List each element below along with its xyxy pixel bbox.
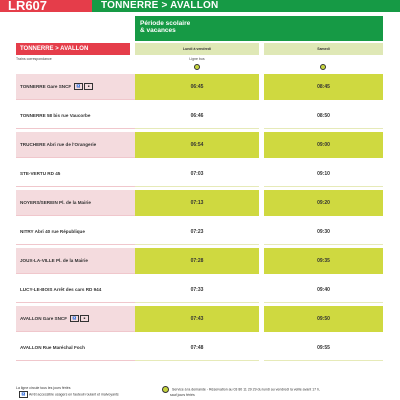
period-box [135,16,383,41]
stop-name: JOUX-LA-VILLE Pl. de la Mairie [16,248,135,274]
weekday-time: 06:45 [135,74,259,100]
footer-note-holidays-2: sauf jours fériés [170,393,195,397]
saturday-time: 09:20 [264,190,383,216]
timetable-row [16,306,383,332]
timetable-row [16,132,383,158]
saturday-time: 09:50 [264,306,383,332]
stop-name: TONNERRE 58 bis rue Vaucorbe [16,103,135,129]
weekday-time: 07:33 [135,277,259,303]
weekday-time: 06:46 [135,103,259,129]
weekday-time: 07:23 [135,219,259,245]
route-title: TONNERRE > AVALLON [101,0,219,11]
stop-name: TRUCHERE Abri rue de l'Orangerie [16,132,135,158]
stop-name: AVALLON Rue Maréchal Foch [16,335,135,361]
saturday-time: 08:45 [264,74,383,100]
timetable-row [16,277,383,303]
timetable-row [16,74,383,100]
direction-badge: TONNERRE > AVALLON [16,43,130,55]
saturday-time: 09:40 [264,277,383,303]
timetable-row [16,335,383,361]
footer-right [162,386,392,398]
weekday-time: 07:03 [135,161,259,187]
subheader-label: Trains correspondance [16,57,52,61]
stop-name: LUCY-LE-BOIS Arrêt des cars RD 944 [16,277,135,303]
timetable-row [16,103,383,129]
footer-note-accessible: ♿ Arrêt accessible usagers en fauteuil roulant et malvoyants [16,391,166,398]
footer-left [16,386,166,398]
wheelchair-icon: ♿ [70,315,79,322]
wheelchair-icon: ♿ [74,83,83,90]
saturday-time: 09:35 [264,248,383,274]
stop-name: TONNERRE Gare SNCF ♿ ■ [16,74,135,100]
stop-name: AVALLON Gare SNCF ♿ ■ [16,306,135,332]
footer-note-holidays: La ligne circule tous les jours fériés [16,386,71,390]
timetable-row [16,248,383,274]
saturday-column-header: Samedi [264,43,383,55]
weekday-time: 07:43 [135,306,259,332]
stop-name: NITRY Abri 40 rue République [16,219,135,245]
saturday-time: 08:50 [264,103,383,129]
weekday-time: 07:28 [135,248,259,274]
weekday-column-header: Lundi à vendredi [135,43,259,55]
period-line-2: & vacances [140,27,176,34]
train-icon: ■ [80,315,89,322]
train-icon: ■ [84,83,93,90]
timetable-row [16,219,383,245]
wheelchair-icon: ♿ [19,391,28,398]
on-demand-icon [162,386,169,393]
saturday-time: 09:55 [264,335,383,361]
service-marker-icon [194,64,200,70]
footer-note-on-demand: Service à la demande - Réservation au 03 80 11 29 29 du lundi au vendredi la veille avant 17 h, [162,386,392,393]
stop-name: STE-VERTU RD 45 [16,161,135,187]
period-line-1: Période scolaire [140,20,191,27]
subheader-value: Ligne bus [189,57,205,61]
saturday-time: 09:10 [264,161,383,187]
timetable-row [16,161,383,187]
stop-name: NOYERS/SEREIN Pl. de la Mairie [16,190,135,216]
service-marker-icon [320,64,326,70]
timetable-row [16,190,383,216]
weekday-time: 07:13 [135,190,259,216]
weekday-time: 07:48 [135,335,259,361]
weekday-time: 06:54 [135,132,259,158]
saturday-time: 09:00 [264,132,383,158]
line-number-badge: LR607 [0,0,92,12]
saturday-time: 09:30 [264,219,383,245]
